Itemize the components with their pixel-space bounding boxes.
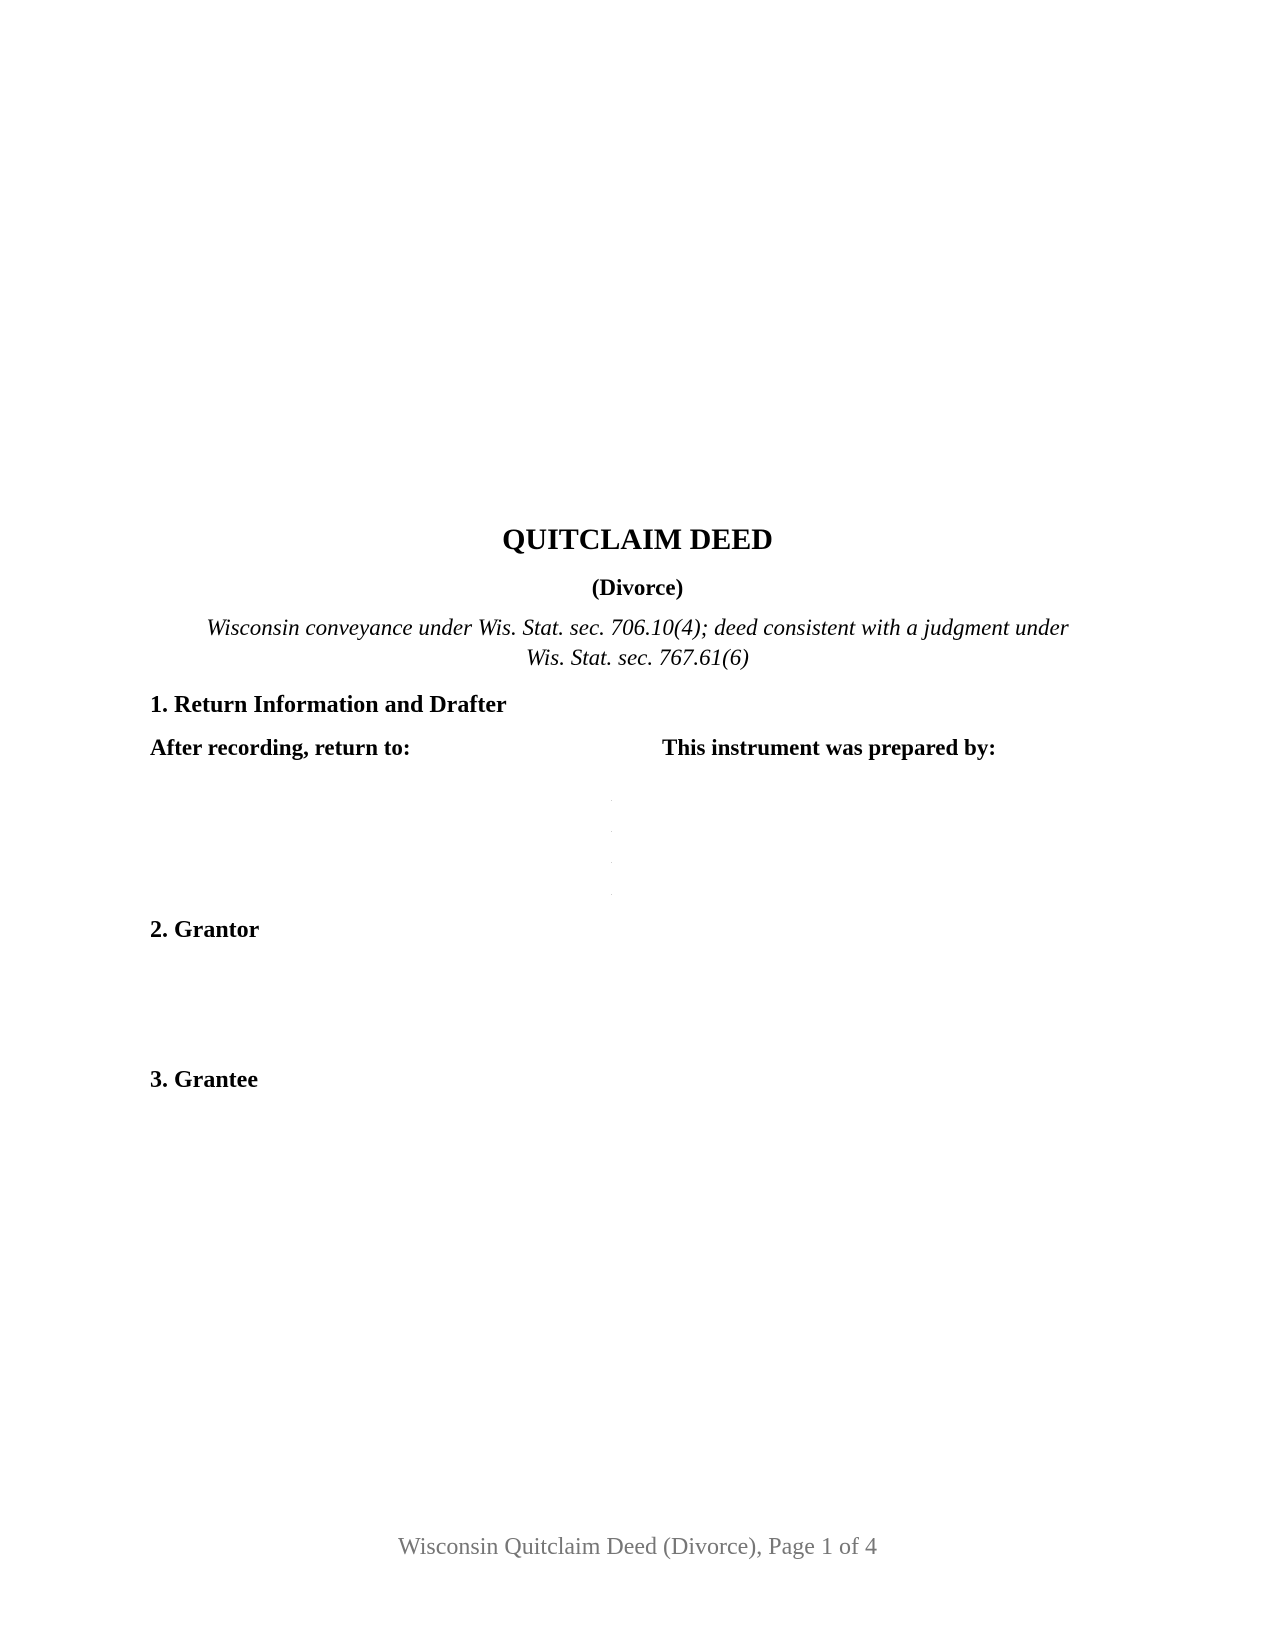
- section-heading-return-info: 1. Return Information and Drafter: [150, 692, 507, 718]
- document-subtitle: (Divorce): [591, 575, 684, 600]
- section-heading-grantor: 2. Grantor: [150, 917, 260, 943]
- return-to-label: After recording, return to:: [150, 735, 411, 760]
- section-heading-grantee: 3. Grantee: [150, 1067, 258, 1093]
- statute-line-1: Wisconsin conveyance under Wis. Stat. sec. 706.10(4); deed consistent with a judgment under: [206, 615, 1069, 640]
- document-title: QUITCLAIM DEED: [502, 523, 773, 556]
- statute-reference: [150, 613, 1125, 673]
- prepared-by-label: This instrument was prepared by:: [662, 735, 996, 760]
- page-footer: Wisconsin Quitclaim Deed (Divorce), Page 1 of 4: [398, 1534, 877, 1560]
- column-divider: [611, 800, 613, 900]
- statute-line-2: Wis. Stat. sec. 767.61(6): [526, 645, 749, 670]
